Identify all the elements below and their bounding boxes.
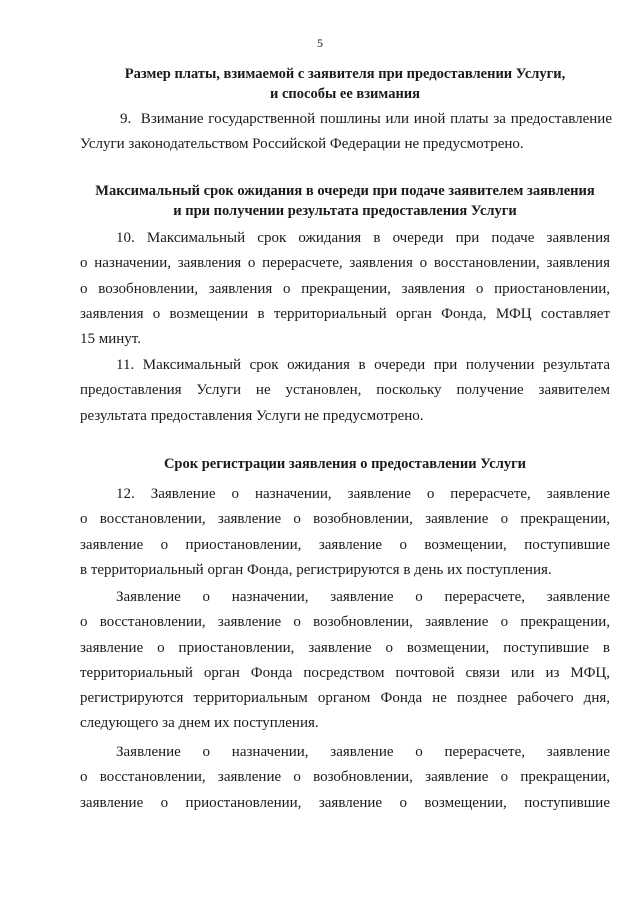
text-line: заявление о приостановлении, заявление о возмещении, поступившие в bbox=[80, 639, 610, 656]
text-line: 15 минут. bbox=[80, 331, 141, 348]
heading-line: и при получении результата предоставления Услуги bbox=[173, 203, 517, 219]
text-line: заявление о приостановлении, заявление о возмещении, поступившие bbox=[80, 536, 610, 553]
section-heading-registration bbox=[60, 454, 630, 474]
text-line: результата предоставления Услуги не предусмотрено. bbox=[80, 407, 424, 424]
text-line: Услуги законодательством Российской Федерации не предусмотрено. bbox=[80, 136, 524, 153]
heading-line: Размер платы, взимаемой с заявителя при предоставлении Услуги, bbox=[124, 66, 566, 82]
heading-line: и способы ее взимания bbox=[270, 86, 420, 102]
text-line: о возобновлении, заявления о прекращении, заявления о приостановлении, bbox=[80, 280, 610, 297]
paragraph-9 bbox=[80, 107, 612, 158]
section-heading-waiting-time bbox=[60, 181, 630, 221]
heading-line: Максимальный срок ожидания в очереди при подаче заявителем заявления bbox=[95, 183, 595, 199]
text-line: 12. Заявление о назначении, заявление о перерасчете, заявление bbox=[116, 486, 610, 502]
paragraph-registration-mail bbox=[80, 585, 610, 737]
text-line: Заявление о назначении, заявление о перерасчете, заявление bbox=[116, 744, 610, 760]
text-line: 11. Максимальный срок ожидания в очереди при получении результата bbox=[116, 357, 610, 373]
heading-line: Срок регистрации заявления о предоставлении Услуги bbox=[163, 456, 527, 472]
text-line: о восстановлении, заявление о возобновлении, заявление о прекращении, bbox=[80, 511, 610, 528]
text-line: заявление о приостановлении, заявление о возмещении, поступившие bbox=[80, 794, 610, 811]
text-line: о назначении, заявления о перерасчете, заявления о восстановлении, заявления bbox=[80, 255, 610, 272]
paragraph-registration-electronic bbox=[80, 740, 610, 816]
text-line: 9. Взимание государственной пошлины или иной платы за предоставление bbox=[120, 111, 612, 127]
paragraph-12 bbox=[80, 482, 610, 583]
text-line: о восстановлении, заявление о возобновлении, заявление о прекращении, bbox=[80, 614, 610, 631]
text-line: 10. Максимальный срок ожидания в очереди при подаче заявления bbox=[116, 230, 610, 246]
paragraph-10 bbox=[80, 226, 610, 352]
text-line: следующего за днем их поступления. bbox=[80, 715, 319, 732]
text-line: предоставления Услуги не установлен, поскольку получение заявителем bbox=[80, 382, 610, 399]
text-line: в территориальный орган Фонда, регистрируются в день их поступления. bbox=[80, 561, 552, 578]
text-line: о восстановлении, заявление о возобновлении, заявление о прекращении, bbox=[80, 769, 610, 786]
text-line: Заявление о назначении, заявление о перерасчете, заявление bbox=[116, 589, 610, 605]
text-line: территориальный орган Фонда посредством почтовой связи или из МФЦ, bbox=[80, 664, 610, 681]
paragraph-11 bbox=[80, 353, 610, 429]
page-number: 5 bbox=[317, 36, 323, 50]
text-line: регистрируются территориальным органом Фонда не позднее рабочего дня, bbox=[80, 690, 610, 707]
text-line: заявления о возмещении в территориальный орган Фонда, МФЦ составляет bbox=[80, 305, 610, 322]
section-heading-fee bbox=[60, 64, 630, 104]
